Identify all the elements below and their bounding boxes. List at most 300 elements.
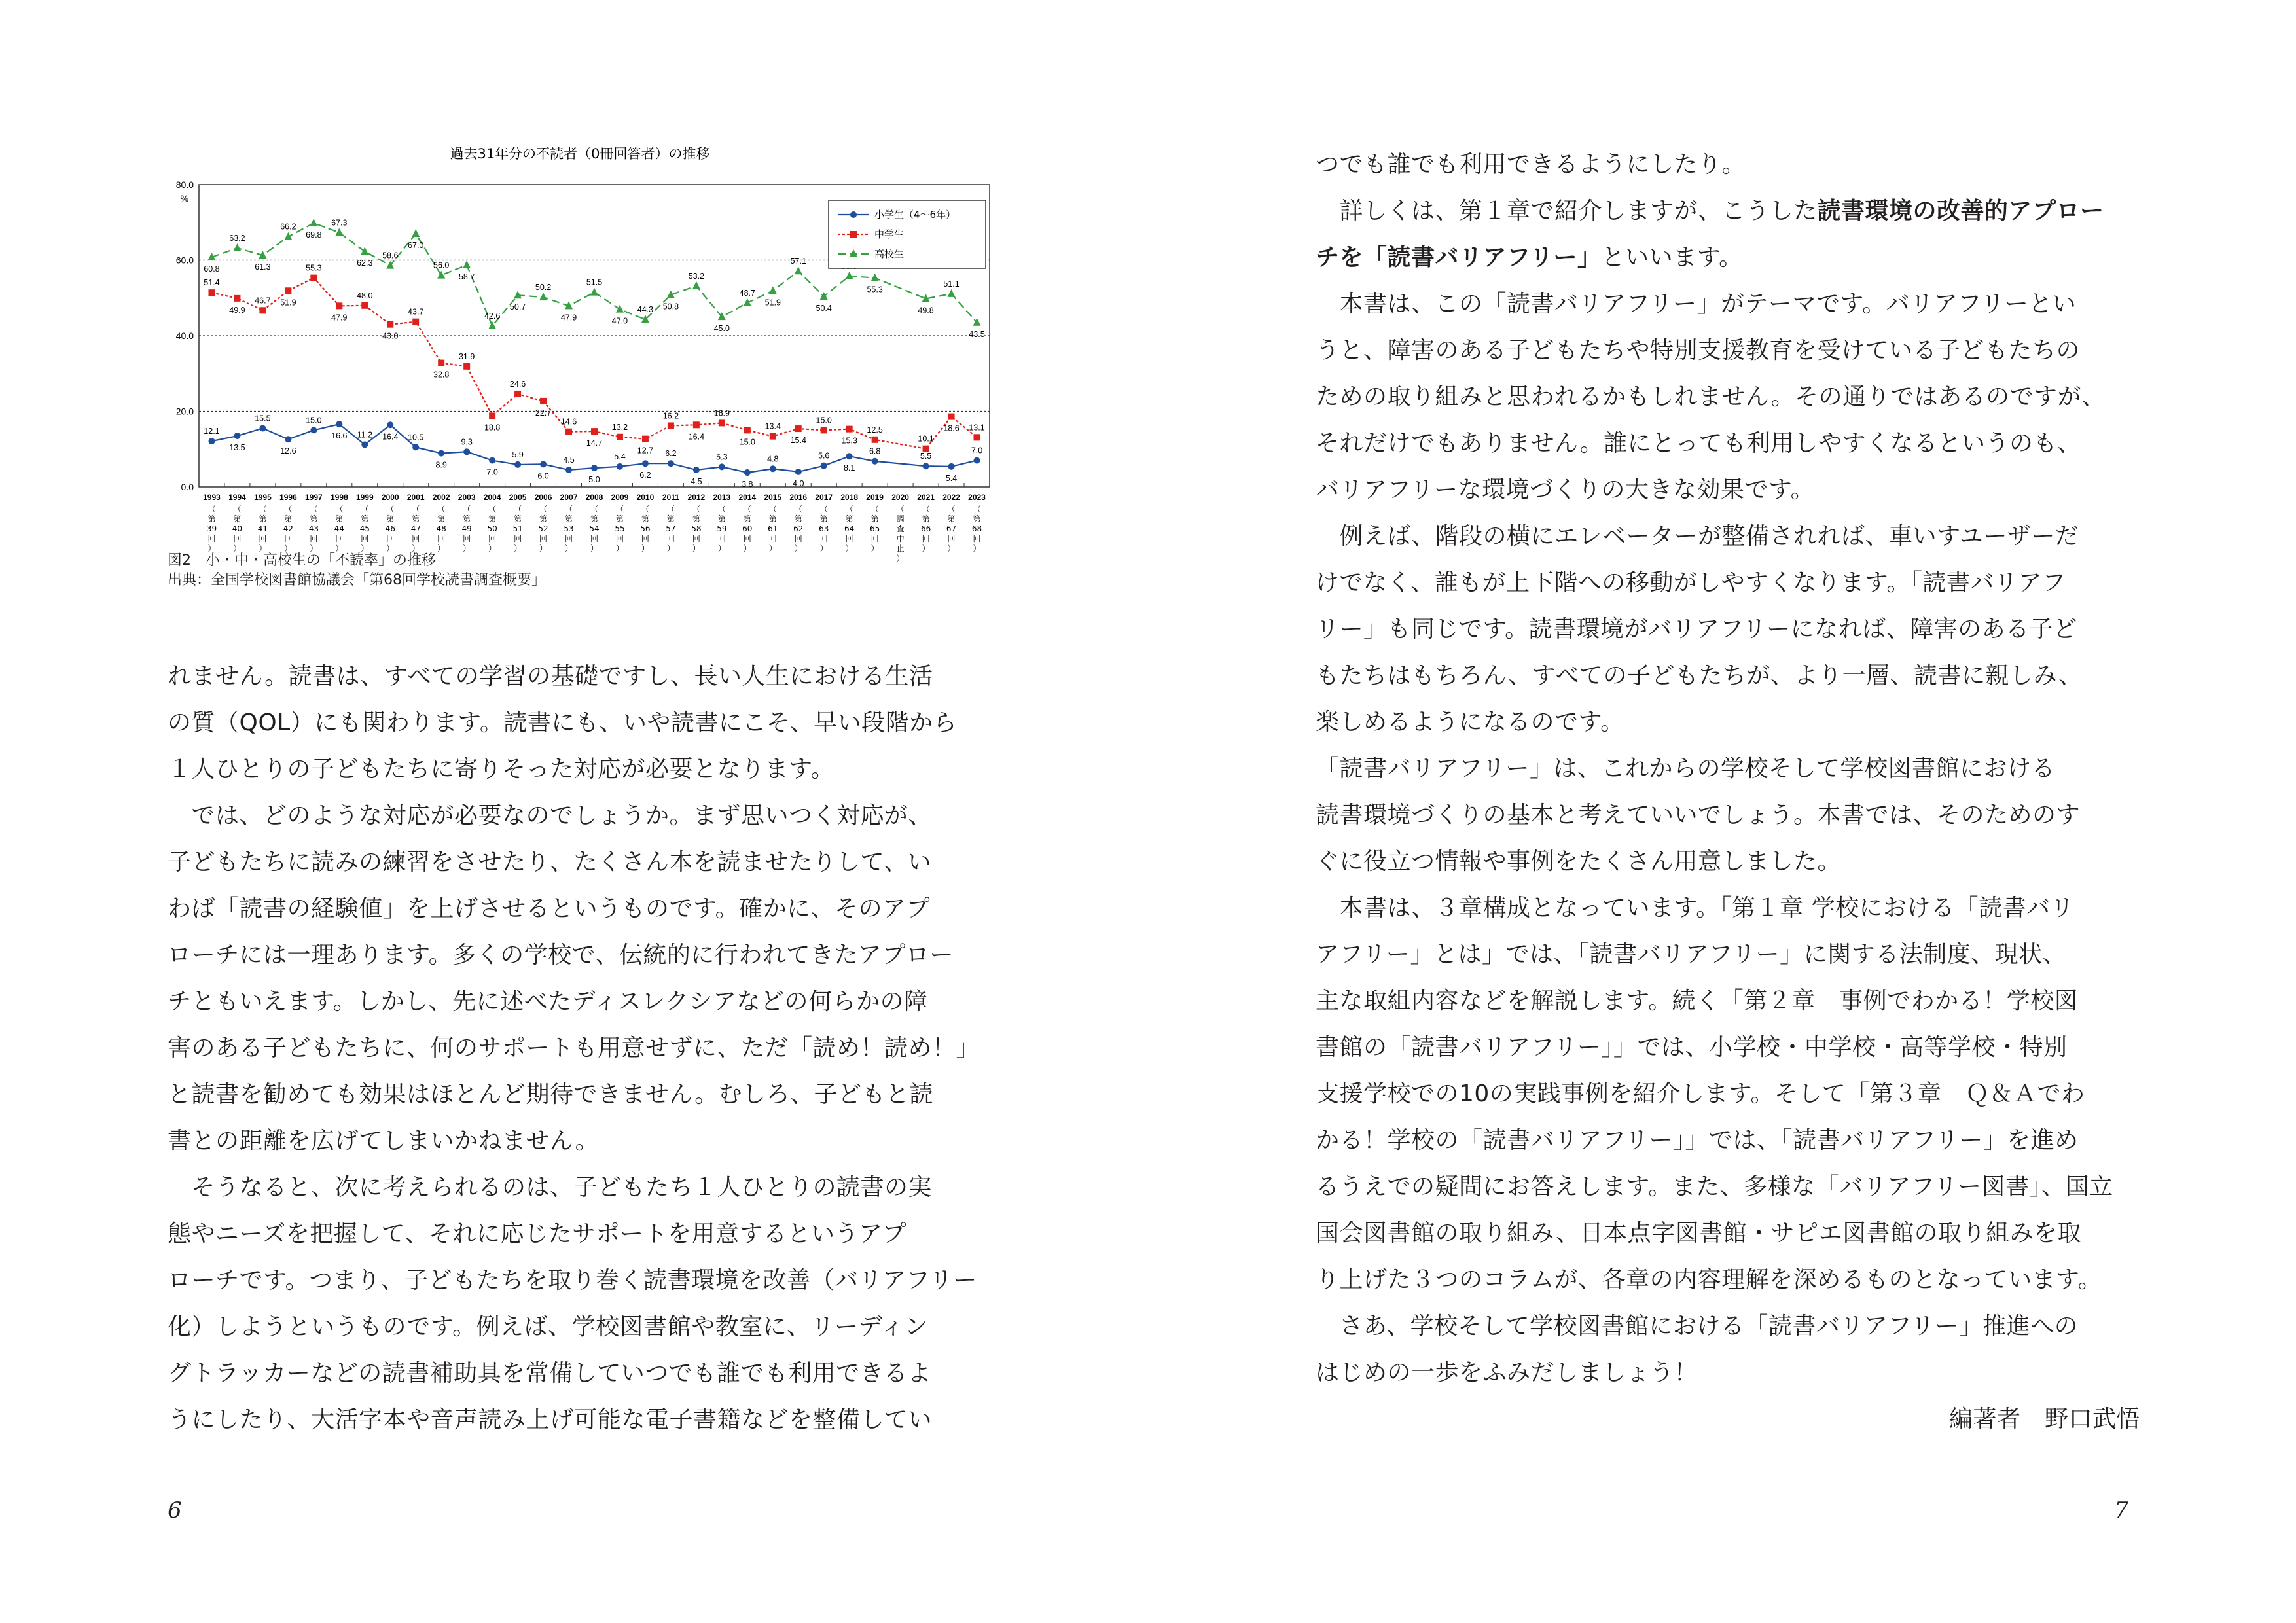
x-tick-sublabel: ） — [565, 544, 573, 553]
x-tick-sublabel: 回 — [207, 534, 216, 543]
data-point — [820, 292, 828, 300]
data-point — [693, 467, 700, 473]
data-label: 50.2 — [535, 283, 552, 293]
x-tick-sublabel: ） — [463, 544, 471, 553]
x-tick-sublabel: （ — [335, 505, 344, 514]
data-label: 15.3 — [841, 436, 857, 446]
data-label: 4.5 — [691, 477, 702, 487]
data-label: 6.2 — [665, 449, 677, 459]
text-line: グトラッカーなどの読書補助具を常備していつでも誰でも利用できるよ — [168, 1360, 932, 1387]
text-line: り上げた３つのコラムが、各章の内容理解を深めるものとなっています。 — [1316, 1266, 2102, 1293]
x-tick-label: 2004 — [483, 493, 501, 502]
data-point — [692, 281, 700, 289]
data-label: 16.2 — [662, 411, 679, 421]
data-point — [974, 434, 980, 440]
series-line-2 — [211, 278, 977, 449]
data-point — [387, 421, 393, 428]
x-tick-sublabel: 58 — [691, 524, 702, 533]
x-tick-label: 2018 — [840, 493, 859, 502]
x-tick-sublabel: 回 — [870, 534, 879, 543]
x-tick-sublabel: 回 — [284, 534, 293, 543]
x-tick-sublabel: （ — [768, 505, 777, 514]
x-tick-label: 1999 — [355, 493, 374, 502]
data-label: 48.0 — [357, 291, 373, 300]
text-line: バリアフリーな環境づくりの大きな効果です。 — [1316, 476, 1815, 503]
data-label: 13.1 — [969, 423, 985, 433]
x-tick-sublabel: 46 — [385, 524, 395, 533]
data-label: 8.9 — [435, 460, 447, 470]
x-tick-sublabel: （ — [386, 505, 395, 514]
x-tick-sublabel: 54 — [589, 524, 600, 533]
data-label: 22.7 — [535, 408, 552, 418]
bold-phrase: チを「読書バリアフリー」 — [1316, 244, 1602, 271]
data-point — [233, 243, 241, 251]
data-label: 11.2 — [357, 430, 372, 440]
x-tick-sublabel: 第 — [692, 514, 700, 524]
x-tick-sublabel: 第 — [233, 514, 242, 524]
x-tick-label: 2019 — [866, 493, 884, 502]
x-tick-sublabel: 第 — [666, 514, 675, 524]
y-tick-label: 60.0 — [175, 255, 194, 266]
data-label: 47.0 — [611, 316, 628, 326]
data-label: 6.2 — [639, 471, 651, 480]
data-point — [514, 461, 521, 468]
x-tick-sublabel: 回 — [615, 534, 624, 543]
data-point — [923, 463, 929, 469]
text-line: 国会図書館の取り組み、日本点字図書館・サピエ図書館の取り組みを取 — [1316, 1220, 2082, 1247]
data-point — [412, 444, 419, 450]
text-line: そうなると、次に考えられるのは、子どもたち１人ひとりの読書の実 — [168, 1174, 933, 1201]
data-label: 66.2 — [280, 222, 296, 232]
x-tick-sublabel: 第 — [361, 514, 369, 524]
x-tick-sublabel: （ — [666, 505, 675, 514]
data-point — [208, 438, 215, 444]
data-label: 58.6 — [382, 251, 399, 260]
x-tick-sublabel: 第 — [819, 514, 828, 524]
data-label: 56.0 — [433, 260, 450, 270]
x-tick-sublabel: 第 — [335, 514, 344, 524]
data-point — [973, 318, 981, 326]
x-tick-sublabel: 回 — [488, 534, 497, 543]
x-tick-sublabel: ） — [310, 544, 318, 553]
x-tick-sublabel: ） — [412, 544, 420, 553]
data-label: 43.5 — [969, 329, 985, 339]
data-label: 51.9 — [280, 298, 296, 308]
x-tick-label: 2006 — [534, 493, 552, 502]
x-tick-sublabel: 回 — [437, 534, 446, 543]
x-tick-sublabel: （ — [590, 505, 599, 514]
text-line: かる！学校の「読書バリアフリー」」では、「読書バリアフリー」を進め — [1316, 1127, 2079, 1154]
data-point — [821, 463, 827, 469]
data-label: 44.3 — [637, 305, 654, 315]
x-tick-label: 2017 — [815, 493, 833, 502]
data-point — [412, 319, 419, 325]
data-point — [617, 434, 623, 440]
data-label: 61.3 — [255, 262, 271, 272]
text-line: の質（QOL）にも関わります。読書にも、いや読書にこそ、早い段階から — [168, 709, 958, 736]
x-tick-sublabel: （ — [896, 505, 905, 514]
x-tick-sublabel: ） — [947, 544, 956, 553]
x-tick-sublabel: 中 — [896, 534, 905, 543]
x-tick-label: 2011 — [662, 493, 679, 502]
x-tick-sublabel: 回 — [922, 534, 930, 543]
x-tick-sublabel: 回 — [590, 534, 599, 543]
x-tick-sublabel: 41 — [257, 524, 268, 533]
data-label: 45.0 — [713, 324, 730, 334]
data-label: 15.4 — [790, 436, 806, 446]
data-point — [259, 307, 266, 313]
text-line: アフリー」とは」では、「読書バリアフリー」に関する法制度、現状、 — [1316, 941, 2067, 968]
text-line: うと、障害のある子どもたちや特別支援教育を受けている子どもたちの — [1316, 337, 2081, 364]
data-label: 12.5 — [867, 425, 883, 435]
data-label: 3.8 — [742, 480, 753, 490]
x-tick-sublabel: （ — [259, 505, 267, 514]
x-tick-sublabel: 第 — [565, 514, 573, 524]
x-tick-sublabel: 68 — [971, 524, 982, 533]
data-point — [591, 465, 598, 471]
text-line: ローチです。つまり、子どもたちを取り巻く読書環境を改善（バリアフリー — [168, 1267, 977, 1294]
x-tick-sublabel: ） — [590, 544, 599, 553]
x-tick-sublabel: 回 — [335, 534, 344, 543]
data-point — [770, 433, 776, 440]
data-label: 14.6 — [560, 417, 577, 427]
x-tick-sublabel: 第 — [539, 514, 548, 524]
legend-marker — [850, 231, 857, 238]
data-label: 50.7 — [509, 302, 526, 312]
legend-entry: 小学生（4〜6年） — [874, 209, 956, 221]
x-tick-sublabel: （ — [565, 505, 573, 514]
x-tick-sublabel: （ — [539, 505, 548, 514]
x-tick-sublabel: （ — [615, 505, 624, 514]
x-tick-sublabel: 第 — [437, 514, 446, 524]
x-tick-sublabel: （ — [514, 505, 522, 514]
data-label: 58.7 — [458, 272, 475, 282]
data-point — [642, 436, 649, 442]
x-tick-sublabel: （ — [947, 505, 956, 514]
text-line: ための取り組みと思われるかもしれません。その通りではあるのですが、 — [1316, 383, 2106, 410]
data-label: 42.6 — [484, 311, 501, 321]
text-line: るうえでの疑問にお答えします。また、多様な「バリアフリー図書」、国立 — [1316, 1173, 2113, 1200]
data-point — [642, 460, 649, 467]
legend-marker — [850, 211, 857, 218]
data-point — [693, 421, 700, 428]
data-point — [616, 305, 624, 313]
page-number-right: 7 — [2114, 1497, 2128, 1524]
x-tick-label: 2003 — [457, 493, 476, 502]
x-tick-sublabel: 第 — [284, 514, 293, 524]
legend — [829, 200, 986, 268]
x-tick-sublabel: ） — [514, 544, 522, 553]
data-point — [259, 425, 266, 431]
x-tick-sublabel: 第 — [641, 514, 649, 524]
data-point — [361, 302, 368, 309]
text-line: それだけでもありません。誰にとっても利用しやすくなるというのも、 — [1316, 430, 2081, 457]
x-tick-sublabel: 回 — [692, 534, 700, 543]
data-point — [514, 291, 522, 298]
legend-entry: 高校生 — [874, 248, 905, 260]
x-tick-label: 2002 — [432, 493, 450, 502]
data-label: 15.0 — [739, 437, 755, 447]
data-label: 5.3 — [716, 452, 728, 462]
x-tick-sublabel: （ — [233, 505, 242, 514]
data-label: 15.0 — [306, 416, 322, 425]
data-label: 9.3 — [461, 437, 473, 447]
x-tick-sublabel: 第 — [488, 514, 497, 524]
x-tick-sublabel: 第 — [768, 514, 777, 524]
data-point — [463, 260, 471, 268]
text-line: 主な取組内容などを解説します。続く「第２章 事例でわかる！学校図 — [1316, 988, 2079, 1014]
data-label: 12.6 — [280, 446, 296, 456]
data-point — [769, 286, 777, 294]
text-line: では、どのような対応が必要なのでしょうか。まず思いつく対応が、 — [168, 802, 933, 829]
x-tick-sublabel: 回 — [386, 534, 395, 543]
figure-chart — [168, 137, 992, 596]
x-tick-sublabel: 65 — [870, 524, 880, 533]
data-label: 55.3 — [867, 285, 883, 294]
x-tick-label: 2020 — [891, 493, 909, 502]
x-tick-sublabel: 回 — [845, 534, 853, 543]
data-point — [770, 465, 776, 472]
text-line: チともいえます。しかし、先に述べたディスレクシアなどの何らかの障 — [168, 988, 928, 1015]
x-tick-sublabel: 第 — [845, 514, 853, 524]
x-tick-sublabel: 査 — [896, 524, 905, 533]
x-tick-sublabel: ） — [896, 554, 905, 563]
data-label: 69.8 — [306, 230, 322, 240]
x-tick-sublabel: 回 — [514, 534, 522, 543]
data-label: 5.5 — [920, 452, 932, 461]
data-label: 14.7 — [586, 438, 603, 448]
data-point — [438, 450, 444, 457]
x-tick-label: 2015 — [764, 493, 782, 502]
x-tick-sublabel: 第 — [463, 514, 471, 524]
x-tick-sublabel: 第 — [207, 514, 216, 524]
x-tick-label: 1998 — [330, 493, 348, 502]
text-line: ローチには一理あります。多くの学校で、伝統的に行われてきたアプロー — [168, 942, 954, 969]
data-point — [923, 446, 929, 452]
x-tick-sublabel: ） — [973, 544, 981, 553]
x-tick-sublabel: （ — [488, 505, 497, 514]
data-point — [361, 441, 368, 448]
data-label: 4.5 — [563, 455, 575, 465]
data-label: 5.0 — [588, 475, 600, 485]
x-tick-sublabel: 回 — [641, 534, 649, 543]
x-tick-sublabel: 回 — [310, 534, 318, 543]
x-tick-sublabel: 回 — [565, 534, 573, 543]
data-point — [412, 229, 420, 237]
data-label: 50.8 — [662, 302, 679, 312]
x-tick-sublabel: ） — [284, 544, 293, 553]
x-tick-sublabel: 64 — [844, 524, 855, 533]
x-tick-sublabel: 回 — [973, 534, 981, 543]
x-tick-sublabel: 第 — [310, 514, 318, 524]
data-label: 48.7 — [739, 288, 755, 298]
data-label: 67.0 — [408, 241, 424, 251]
data-label: 8.1 — [843, 463, 855, 473]
x-tick-sublabel: 61 — [768, 524, 778, 533]
data-point — [463, 363, 470, 370]
text-line: 子どもたちに読みの練習をさせたり、たくさん本を読ませたりして、い — [168, 849, 932, 876]
data-point — [234, 295, 240, 302]
data-point — [872, 458, 878, 465]
data-label: 4.0 — [793, 478, 804, 488]
data-point — [310, 275, 317, 281]
y-axis-ticks — [176, 179, 194, 492]
data-label: 16.6 — [331, 431, 348, 441]
x-tick-sublabel: ） — [666, 544, 675, 553]
data-label: 15.0 — [816, 416, 832, 425]
x-tick-sublabel: 回 — [539, 534, 548, 543]
data-point — [974, 457, 980, 464]
text-line: はじめの一歩をふみだしましょう！ — [1316, 1359, 1698, 1386]
text-line: 例えば、階段の横にエレベーターが整備されれば、車いすユーザーだ — [1316, 523, 2079, 550]
x-tick-label: 1993 — [203, 493, 221, 502]
data-label: 7.0 — [486, 467, 498, 477]
data-point — [871, 274, 879, 281]
text-line-emphasis-2: チを「読書バリアフリー」といいます。 — [1316, 244, 1743, 271]
x-tick-sublabel: 59 — [717, 524, 727, 533]
x-tick-sublabel: （ — [412, 505, 420, 514]
text-line: 「読書バリアフリー」は、これからの学校そして学校図書館における — [1316, 755, 2056, 782]
text-line: さあ、学校そして学校図書館における「読書バリアフリー」推進への — [1316, 1313, 2079, 1340]
x-tick-label: 2023 — [968, 493, 986, 502]
data-label: 6.8 — [869, 446, 881, 456]
x-tick-label: 2016 — [789, 493, 808, 502]
x-tick-sublabel: （ — [310, 505, 318, 514]
x-tick-sublabel: ） — [922, 544, 930, 553]
data-point — [565, 467, 572, 473]
x-tick-sublabel: 39 — [206, 524, 217, 533]
data-label: 53.2 — [688, 271, 705, 281]
data-label: 13.4 — [764, 421, 781, 431]
figure-source: 出典：全国学校図書館協議会「第68回学校読書調査概要」 — [168, 572, 546, 588]
data-label: 55.3 — [306, 263, 322, 273]
x-tick-label: 2022 — [942, 493, 960, 502]
x-tick-sublabel: 第 — [412, 514, 420, 524]
x-tick-sublabel: ） — [845, 544, 853, 553]
x-tick-sublabel: 第 — [590, 514, 599, 524]
data-label: 31.9 — [458, 351, 475, 361]
x-tick-label: 2012 — [687, 493, 706, 502]
data-label: 57.1 — [790, 257, 806, 266]
x-tick-label: 2013 — [713, 493, 731, 502]
x-tick-label: 2000 — [381, 493, 399, 502]
data-label: 12.1 — [204, 427, 220, 437]
x-tick-sublabel: 回 — [233, 534, 242, 543]
x-tick-sublabel: 66 — [920, 524, 931, 533]
data-label: 32.8 — [433, 370, 450, 380]
data-label: 13.5 — [229, 443, 245, 453]
data-label: 51.4 — [204, 278, 220, 288]
text-line: 書館の「読書バリアフリー」」では、小学校・中学校・高等学校・特別 — [1316, 1034, 2068, 1061]
legend-entry: 中学生 — [874, 228, 905, 240]
data-label: 51.9 — [764, 298, 781, 308]
text-line: 楽しめるようになるのです。 — [1316, 709, 1624, 736]
x-tick-sublabel: 回 — [819, 534, 828, 543]
text-line: 害のある子どもたちに、何のサポートも用意せずに、ただ「読め！読め！」 — [168, 1035, 980, 1061]
data-point — [795, 425, 802, 432]
data-point — [590, 288, 598, 296]
x-tick-sublabel: 第 — [259, 514, 267, 524]
data-label: 18.6 — [943, 423, 960, 433]
x-tick-sublabel: 回 — [259, 534, 267, 543]
data-point — [335, 228, 343, 236]
x-tick-sublabel: 回 — [947, 534, 956, 543]
x-tick-sublabel: ） — [437, 544, 446, 553]
data-label: 46.7 — [255, 296, 271, 306]
x-tick-sublabel: 43 — [308, 524, 319, 533]
x-tick-sublabel: （ — [717, 505, 726, 514]
x-tick-sublabel: 回 — [412, 534, 420, 543]
x-tick-sublabel: ） — [717, 544, 726, 553]
x-tick-sublabel: ） — [233, 544, 242, 553]
data-label: 50.4 — [816, 303, 832, 313]
x-tick-sublabel: （ — [973, 505, 981, 514]
text-line: リー」も同じです。読書環境がバリアフリーになれば、障害のある子ど — [1316, 616, 2077, 643]
data-point — [719, 419, 725, 426]
data-point — [514, 391, 521, 397]
x-tick-sublabel: 第 — [794, 514, 802, 524]
text-line: つでも誰でも利用できるようにしたり。 — [1316, 151, 1746, 178]
data-label: 12.7 — [637, 446, 654, 455]
x-tick-label: 1996 — [279, 493, 297, 502]
data-point — [539, 293, 547, 300]
x-tick-sublabel: 回 — [743, 534, 751, 543]
data-point — [361, 247, 368, 255]
data-point — [795, 469, 802, 475]
data-label: 43.0 — [382, 331, 399, 341]
data-point — [948, 463, 955, 470]
x-tick-sublabel: 第 — [386, 514, 395, 524]
data-point — [668, 460, 674, 467]
x-tick-sublabel: 第 — [870, 514, 879, 524]
text-line: 本書は、３章構成となっています。「第１章 学校における「読書バリ — [1316, 895, 2075, 921]
data-label: 13.2 — [611, 422, 628, 432]
data-point — [285, 287, 291, 294]
y-tick-label: 80.0 — [175, 179, 194, 190]
text-line: 本書は、この「読書バリアフリー」がテーマです。バリアフリーとい — [1316, 291, 2077, 317]
x-tick-sublabel: （ — [437, 505, 446, 514]
x-tick-label: 2001 — [406, 493, 425, 502]
data-label: 18.8 — [484, 423, 501, 433]
figure-caption: 図2 小・中・高校生の「不読率」の推移 — [168, 552, 436, 569]
text-line: 態やニーズを把握して、それに応じたサポートを用意するというアプ — [168, 1221, 906, 1247]
data-point — [489, 412, 495, 419]
data-label: 51.1 — [943, 279, 960, 289]
text-line: けでなく、誰もが上下階への移動がしやすくなります。「読書バリアフ — [1316, 569, 2066, 596]
x-tick-sublabel: 63 — [819, 524, 829, 533]
x-tick-sublabel: 第 — [973, 514, 981, 524]
data-point — [948, 414, 955, 420]
x-tick-sublabel: ） — [641, 544, 649, 553]
x-tick-sublabel: 52 — [538, 524, 548, 533]
x-tick-sublabel: 51 — [512, 524, 523, 533]
x-tick-label: 1994 — [228, 493, 246, 502]
x-tick-label: 2008 — [585, 493, 603, 502]
x-tick-sublabel: 44 — [334, 524, 344, 533]
data-label: 51.5 — [586, 277, 603, 287]
x-tick-sublabel: 60 — [742, 524, 753, 533]
x-tick-sublabel: （ — [743, 505, 751, 514]
right-page — [1148, 0, 2296, 1623]
data-label: 16.9 — [713, 408, 730, 418]
x-tick-sublabel: ） — [692, 544, 700, 553]
data-label: 5.9 — [512, 450, 524, 459]
data-point — [234, 433, 240, 439]
x-tick-sublabel: 止 — [896, 544, 905, 553]
data-label: 10.5 — [408, 433, 424, 442]
x-tick-sublabel: ） — [870, 544, 879, 553]
text-line: 書との距離を広げてしまいかねません。 — [168, 1128, 600, 1154]
